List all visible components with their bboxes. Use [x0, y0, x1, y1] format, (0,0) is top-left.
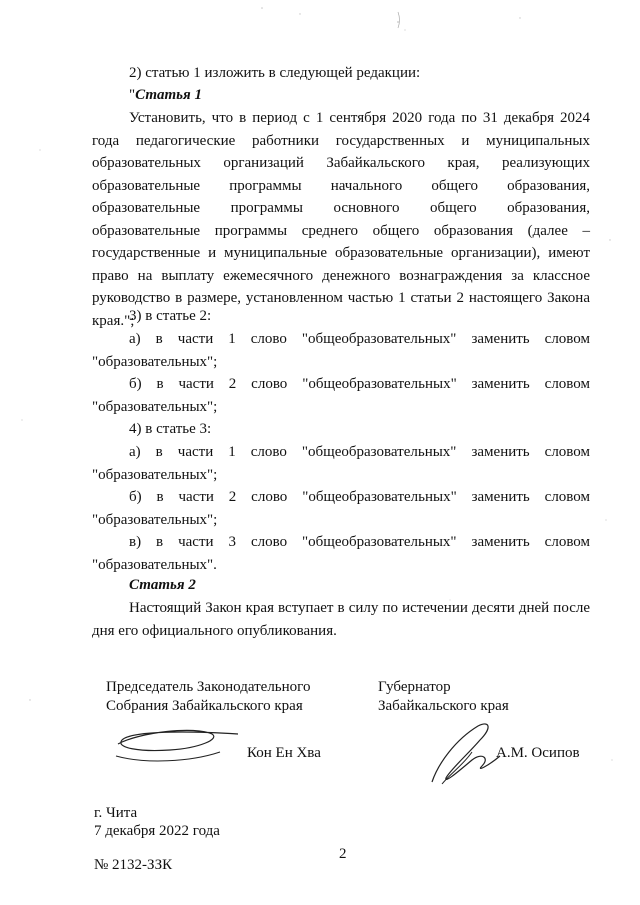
right-signatory-title-line-2: Забайкальского края	[378, 698, 509, 714]
article-2-title: Статья 2	[129, 577, 196, 593]
article-1-text: Установить, что в период с 1 сентября 2020 года по 31 декабря 2024 года педагогические работники государственных и муниципальных образовательных организаций Забайкальского края, реализующих образовательные программы начального общего образования, образовательные программы основного общего образования, образовательные программы среднего общего образования (далее – государственные и муниципальные образовательные организации), имеют право на выплату ежемесячного денежного вознаграждения за классное руководство в размере, установленном частью 1 статьи 2 настоящего Закона края.";	[92, 110, 590, 329]
article-1-title: Статья 1	[135, 87, 203, 103]
right-signatory-name: А.М. Осипов	[496, 745, 580, 761]
left-signatory-name: Кон Ен Хва	[247, 745, 321, 761]
item-3: 3) в статье 2:	[129, 308, 212, 324]
item-3b: б) в части 2 слово "общеобразовательных" заменить словом "образовательных";	[92, 376, 590, 415]
left-signature	[100, 722, 250, 772]
item-3a: а) в части 1 слово "общеобразовательных" заменить словом "образовательных";	[92, 331, 590, 370]
city: г. Чита	[94, 805, 138, 821]
item-4a: а) в части 1 слово "общеобразовательных" заменить словом "образовательных";	[92, 444, 590, 483]
opening-quote: "	[129, 87, 136, 103]
item-4b: б) в части 2 слово "общеобразовательных" заменить словом "образовательных";	[92, 489, 590, 528]
item-4: 4) в статье 3:	[129, 421, 212, 437]
article-2-text: Настоящий Закон края вступает в силу по истечении десяти дней после дня его официального опубликования.	[92, 600, 590, 639]
page-number: 2	[339, 846, 347, 862]
item-4c: в) в части 3 слово "общеобразовательных" заменить словом "образовательных".	[92, 534, 590, 573]
left-signatory-title-line-2: Собрания Забайкальского края	[106, 698, 303, 714]
intro-paragraph: 2) статью 1 изложить в следующей редакции:	[129, 65, 421, 81]
left-signatory-title-line-1: Председатель Законодательного	[106, 679, 311, 695]
signing-date: 7 декабря 2022 года	[94, 823, 220, 839]
right-signatory-title-line-1: Губернатор	[378, 679, 451, 695]
article-1-heading	[92, 84, 590, 107]
law-number: № 2132-ЗЗК	[94, 857, 173, 873]
